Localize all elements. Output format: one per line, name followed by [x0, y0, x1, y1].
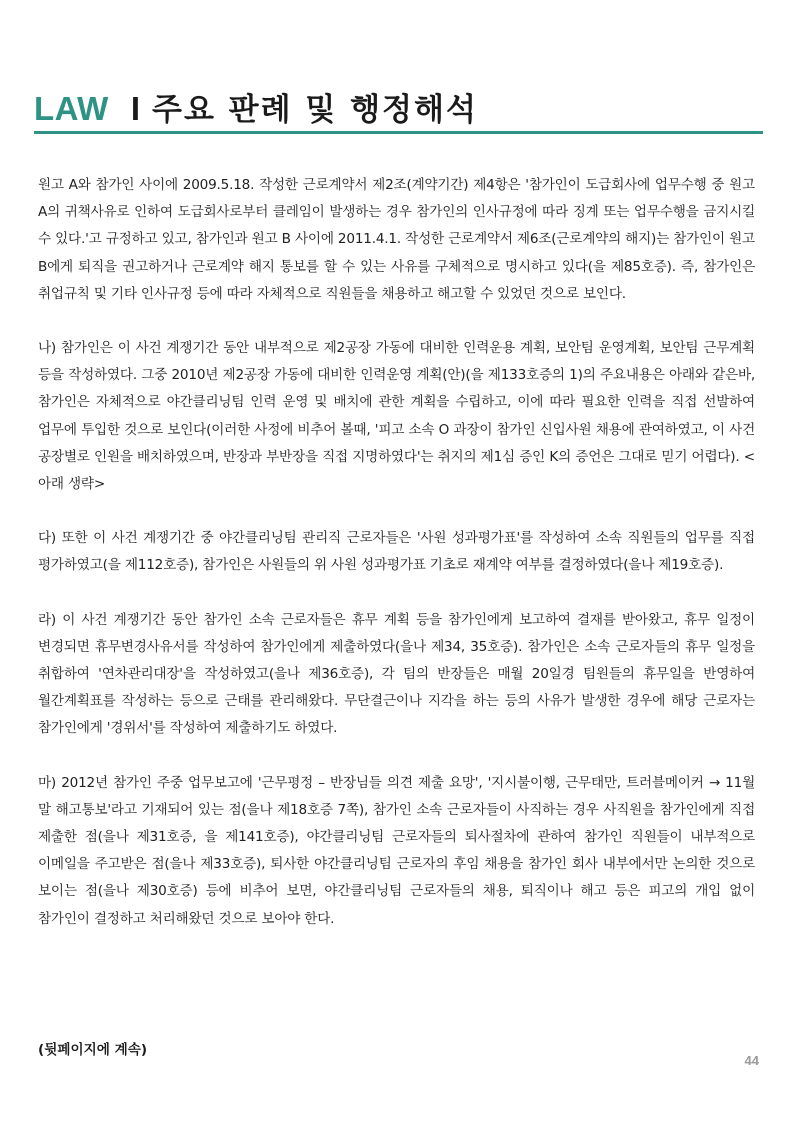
header-separator: I	[130, 90, 140, 127]
page-title: 주요 판례 및 행정해석	[152, 92, 478, 128]
section-header	[34, 84, 478, 129]
paragraph-1: 원고 A와 참가인 사이에 2009.5.18. 작성한 근로계약서 제2조(계약기간) 제4항은 '참가인이 도급회사에 업무수행 중 원고 A의 귀책사유로 인하여 도급회사로부터 클레임이 발생하는 경우 참가인의 인사규정에 따라 징계 또는 업무수행을 금지시킬 수 있다.'고 규정하고 있고, 참가인과 원고 B 사이에 2011.4.1. 작성한 근로계약서 제6조(근로계약의 해지)는 참가인이 원고 B에게 퇴직을 권고하거나 근로계약 해지 통보를 할 수 있는 사유를 구체적으로 명시하고 있다(을 제85호증). 즉, 참가인은 취업규칙 및 기타 인사규정 등에 따라 자체적으로 직원들을 채용하고 해고할 수 있었던 것으로 보인다.	[38, 177, 755, 302]
page-number: 44	[744, 1053, 759, 1068]
continued-note: (뒷페이지에 계속)	[38, 1042, 148, 1058]
paragraph-4: 라) 이 사건 계쟁기간 동안 참가인 소속 근로자들은 휴무 계획 등을 참가인에게 보고하여 결재를 받아왔고, 휴무 일정이 변경되면 휴무변경사유서를 작성하여 참가인에게 제출하였다(을나 제34, 35호증). 참가인은 소속 근로자들의 휴무 일정을 취합하여 '연차관리대장'을 작성하였고(을나 제36호증), 각 팀의 반장들은 매월 20일경 팀원들의 휴무일을 반영하여 월간계획표를 작성하는 등으로 근태를 관리해왔다. 무단결근이나 지각을 하는 등의 사유가 발생한 경우에 해당 근로자는 참가인에게 '경위서'를 작성하여 제출하기도 하였다.	[38, 611, 755, 737]
document-body	[38, 172, 755, 960]
header-rule	[34, 131, 763, 134]
paragraph-5: 마) 2012년 참가인 주중 업무보고에 '근무평정 – 반장님들 의견 제출 요망', '지시불이행, 근무태만, 트러블메이커 → 11월 말 해고통보'라고 기재되어 있는 점(을나 제18호증 7쪽), 참가인 소속 근로자들이 사직하는 경우 사직원을 참가인에게 직접 제출한 점(을나 제31호증, 을 제141호증), 야간클리닝팀 근로자들의 퇴사절차에 관하여 참가인 직원들이 내부적으로 이메일을 주고받은 점(을나 제33호증), 퇴사한 야간클리닝팀 근로자의 후임 채용을 참가인 회사 내부에서만 논의한 것으로 보이는 점(을나 제30호증) 등에 비추어 보면, 야간클리닝팀 근로자들의 채용, 퇴직이나 해고 등은 피고의 개입 없이 참가인이 결정하고 처리해왔던 것으로 보아야 한다.	[38, 774, 755, 927]
law-label: LAW	[34, 90, 109, 127]
paragraph-3: 다) 또한 이 사건 계쟁기간 중 야간클리닝팀 관리직 근로자들은 '사원 성과평가표'를 작성하여 소속 직원들의 업무를 직접 평가하였고(을 제112호증), 참가인은 사원들의 위 사원 성과평가표 기초로 재계약 여부를 결정하였다(을나 제19호증).	[38, 530, 755, 574]
paragraph-2: 나) 참가인은 이 사건 계쟁기간 동안 내부적으로 제2공장 가동에 대비한 인력운용 계획, 보안팀 운영계획, 보안팀 근무계획 등을 작성하였다. 그중 2010년 제2공장 가동에 대비한 인력운영 계획(안)(을 제133호증의 1)의 주요내용은 아래와 같은바, 참가인은 자체적으로 야간클리닝팀 인력 운영 및 배치에 관한 계획을 수립하고, 이에 따라 필요한 인력을 직접 선발하여 업무에 투입한 것으로 보인다(이러한 사정에 비추어 볼때, '피고 소속 O 과장이 참가인 신입사원 채용에 관여하였고, 이 사건 공장별로 인원을 배치하였으며, 반장과 부반장을 직접 지명하였다'는 취지의 제1심 증인 K의 증언은 그대로 믿기 어렵다). <아래 생략>	[38, 340, 755, 493]
